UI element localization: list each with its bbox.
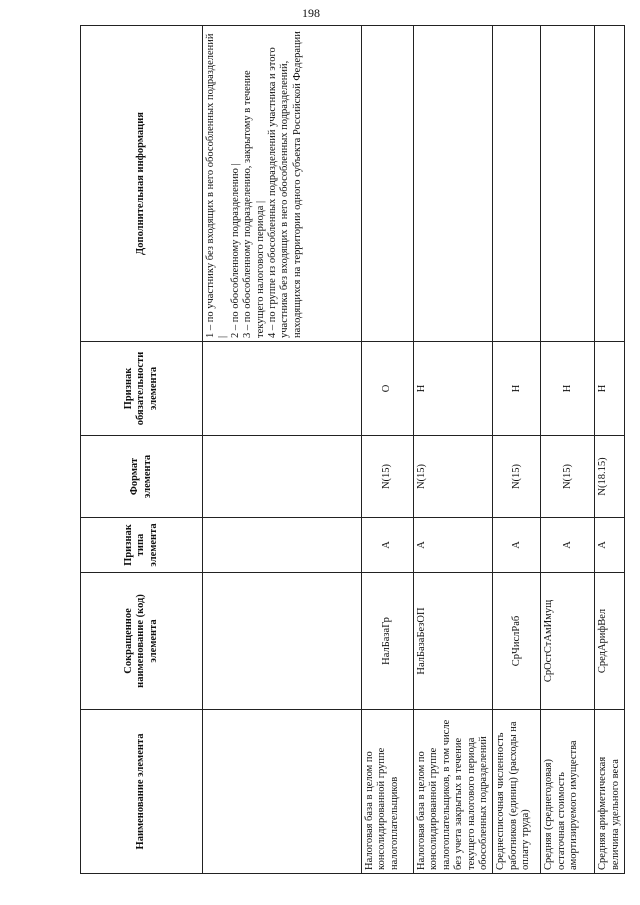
cell-code: СрЧислРаб [493, 573, 541, 710]
cell-code [203, 573, 362, 710]
cell-format: N(15) [541, 436, 595, 518]
header-info: Дополнительная информация [81, 26, 203, 342]
cell-format: N(15) [362, 436, 414, 518]
cell-code: СрОстСтАмИмущ [541, 573, 595, 710]
cell-info [493, 26, 541, 342]
cell-code: НалБазаГр [362, 573, 414, 710]
header-type: Признак типа элемента [81, 518, 203, 573]
cell-format: N(15) [414, 436, 493, 518]
table-row [541, 26, 595, 874]
header-required: Признак обязательности элемента [81, 342, 203, 436]
cell-code: СредАрифВел [595, 573, 625, 710]
cell-name: Средняя арифметическая величина удельного веса [595, 710, 625, 874]
cell-format [203, 436, 362, 518]
cell-name: Средняя (среднегодовая) остаточная стоимость амортизируемого имущества [541, 710, 595, 874]
cell-type: А [541, 518, 595, 573]
cell-info: 1 – по участнику без входящих в него обособленных подразделений | 2 – по обособленному подразделению | 3 – по обособленному подразделению, закрытому в течение текущего налогового периода | 4 – по группе из обособленных подразделений участника и этого участника без входящих в него обособленных подразделений, находящихся на территории одного субъекта Российской Федерации [203, 26, 362, 342]
table-row [203, 26, 362, 874]
cell-required: Н [414, 342, 493, 436]
cell-required: О [362, 342, 414, 436]
cell-name: Среднесписочная численность работников (единиц) (расходы на оплату труда) [493, 710, 541, 874]
cell-type: А [362, 518, 414, 573]
cell-format: N(15) [493, 436, 541, 518]
cell-info [595, 26, 625, 342]
table-header-row [81, 26, 203, 874]
table-row [493, 26, 541, 874]
cell-type: А [414, 518, 493, 573]
cell-type: А [595, 518, 625, 573]
table-row [595, 26, 625, 874]
header-code: Сокращенное наименование (код) элемента [81, 573, 203, 710]
cell-required: Н [493, 342, 541, 436]
elements-table [80, 25, 625, 874]
cell-info [414, 26, 493, 342]
cell-code: НалБазаБезОП [414, 573, 493, 710]
table-row [362, 26, 414, 874]
cell-name: Налоговая база в целом по консолидированной группе налогоплательщиков, в том числе без учета закрытых в течение текущего налогового периода обособленных подразделений [414, 710, 493, 874]
rotated-table-wrapper [80, 26, 621, 874]
cell-format: N(18.15) [595, 436, 625, 518]
cell-info [541, 26, 595, 342]
cell-required: Н [541, 342, 595, 436]
cell-type [203, 518, 362, 573]
table-row [414, 26, 493, 874]
cell-required [203, 342, 362, 436]
cell-required: Н [595, 342, 625, 436]
cell-info [362, 26, 414, 342]
header-name: Наименование элемента [81, 710, 203, 874]
cell-type: А [493, 518, 541, 573]
header-format: Формат элемента [81, 436, 203, 518]
page-number: 198 [302, 6, 320, 20]
cell-name: Налоговая база в целом по консолидированной группе налогоплательщиков [362, 710, 414, 874]
cell-name [203, 710, 362, 874]
